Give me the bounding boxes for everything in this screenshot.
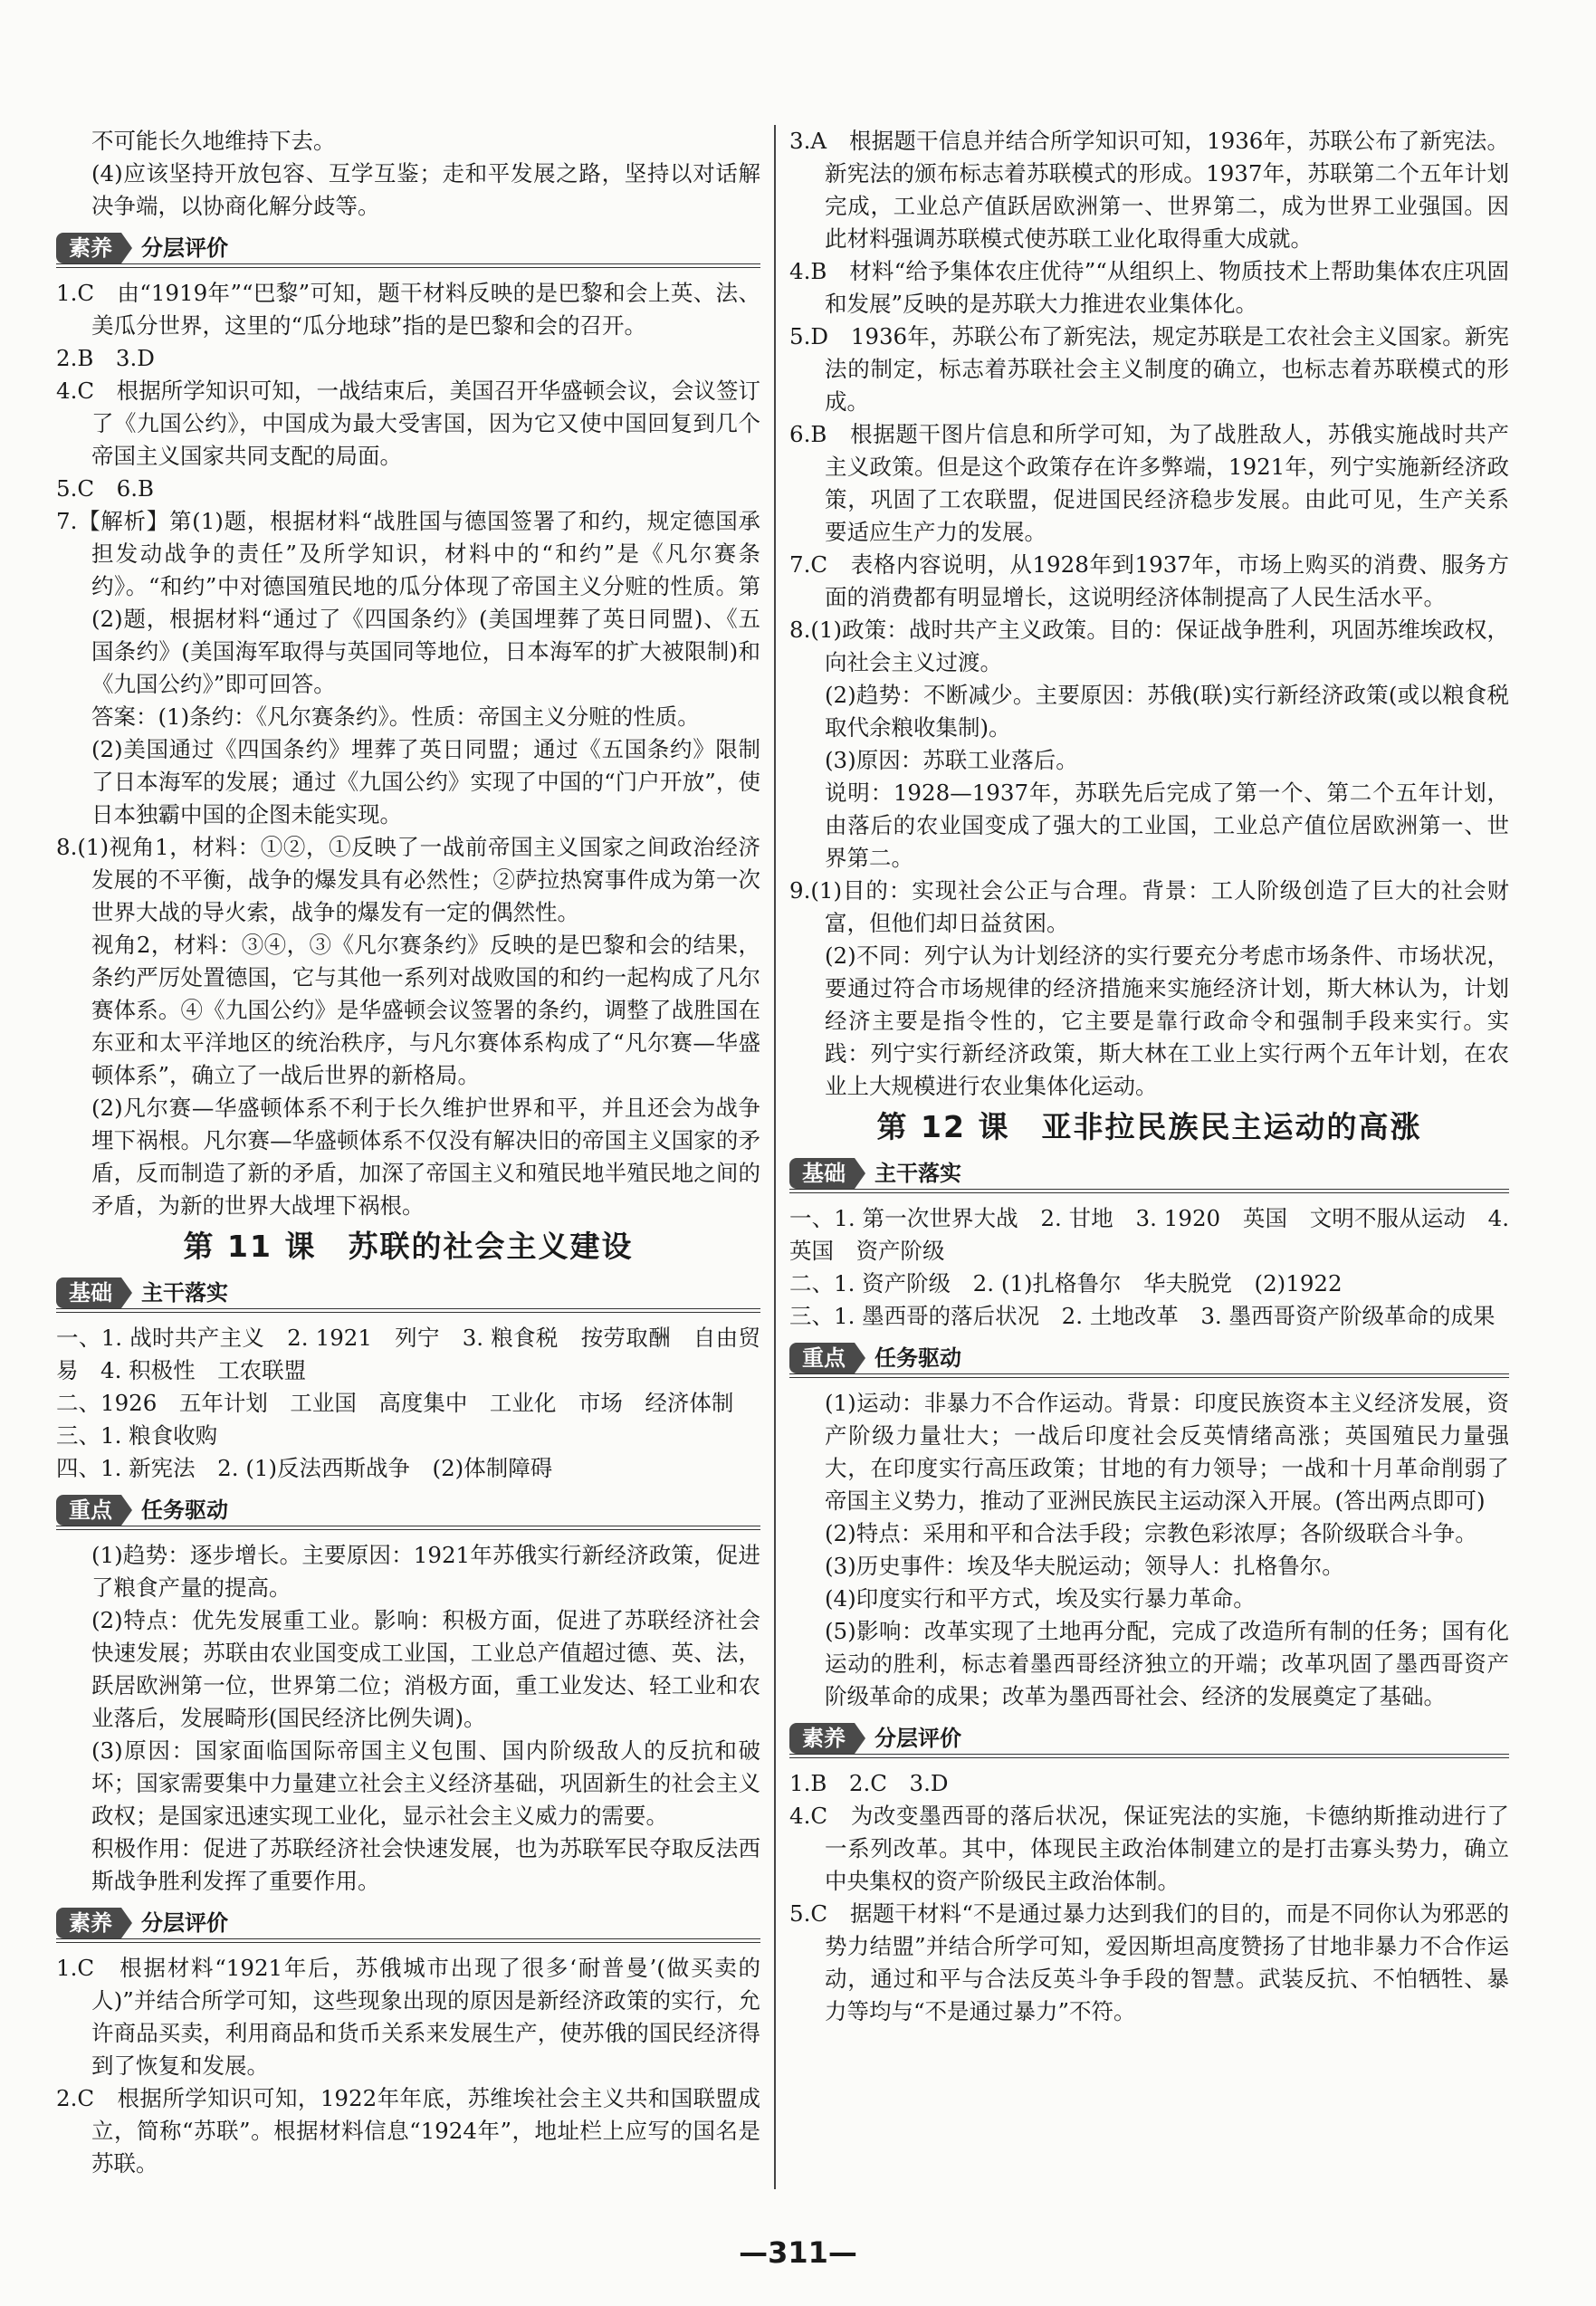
section-label: 分层评价 xyxy=(141,1910,228,1936)
fill-line: 三、1. 墨西哥的落后状况 2. 土地改革 3. 墨西哥资产阶级革命的成果 xyxy=(789,1303,1496,1329)
section-rule xyxy=(56,263,760,268)
section-label: 主干落实 xyxy=(141,1280,228,1306)
answer-line: (1)趋势：逐步增长。主要原因：1921年苏俄实行新经济政策，促进了粮食产量的提高。 xyxy=(91,1542,760,1601)
left-column xyxy=(56,125,760,2180)
answer-item: 7.【解析】第(1)题，根据材料“战胜国与德国签署了和约，规定德国承担发动战争的责任”及所学知识，材料中的“和约”是《凡尔赛条约》。“和约”中对德国殖民地的瓜分体现了帝国主义分赃的性质。第(2)题，根据材料“通过了《四国条约》(美国埋葬了英日同盟)、《五国条约》(美国海军取得与英国同等地位，日本海军的扩大被限制)和《九国公约》”即可回答。 xyxy=(56,508,760,697)
section-label: 主干落实 xyxy=(874,1161,961,1186)
answer-item: 9.(1)目的：实现社会公正与合理。背景：工人阶级创造了巨大的社会财富，但他们却日益贫困。 xyxy=(789,877,1509,936)
answer-item: 3.A 根据题干信息并结合所学知识可知，1936年，苏联公布了新宪法。新宪法的颁布标志着苏联模式的形成。1937年，苏联第二个五年计划完成，工业总产值跃居欧洲第一、世界第二，成为世界工业强国。因此材料强调苏联模式使苏联工业化取得重大成就。 xyxy=(789,128,1509,252)
answer-item: 8.(1)视角1，材料：①②，①反映了一战前帝国主义国家之间政治经济发展的不平衡，战争的爆发具有必然性；②萨拉热窝事件成为第一次世界大战的导火索，战争的爆发有一定的偶然性。 xyxy=(56,834,760,925)
section-label: 任务驱动 xyxy=(141,1497,228,1523)
section-header-eval xyxy=(56,228,760,268)
answer-line: (2)美国通过《四国条约》埋葬了英日同盟；通过《五国条约》限制了日本海军的发展；通过《九国公约》实现了中国的“门户开放”，使日本独霸中国的企图未能实现。 xyxy=(91,736,760,828)
section-rule xyxy=(56,1526,760,1530)
answer-line: 说明：1928—1937年，苏联先后完成了第一个、第二个五年计划，由落后的农业国变成了强大的工业国，工业总产值位居欧洲第一、世界第二。 xyxy=(825,780,1509,871)
section-header-basic xyxy=(56,1273,760,1313)
arrow-icon xyxy=(121,233,132,263)
answer-item: 7.C 表格内容说明，从1928年到1937年，市场上购买的消费、服务方面的消费都有明显增长，这说明经济体制提高了人民生活水平。 xyxy=(789,551,1509,610)
answer-line: (4)印度实行和平方式，埃及实行暴力革命。 xyxy=(825,1585,1256,1612)
section-badge: 素养 xyxy=(56,1908,121,1938)
answer-item: 2.B 3.D xyxy=(56,345,155,371)
section-rule xyxy=(56,1938,760,1943)
arrow-icon xyxy=(855,1343,865,1373)
answer-line: (3)历史事件：埃及华夫脱运动；领导人：扎格鲁尔。 xyxy=(825,1553,1344,1579)
answer-item: 5.C 6.B xyxy=(56,475,155,502)
lesson-title: 第 11 课 苏联的社会主义建设 xyxy=(183,1229,634,1264)
answer-item: 6.B 根据题干图片信息和所学可知，为了战胜敌人，苏俄实施战时共产主义政策。但是这个政策存在许多弊端，1921年，列宁实施新经济政策，巩固了工农联盟，促进国民经济稳步发展。由此可见，生产关系要适应生产力的发展。 xyxy=(789,421,1509,545)
fill-line: 四、1. 新宪法 2. (1)反法西斯战争 (2)体制障碍 xyxy=(56,1455,553,1481)
answer-line: 积极作用：促进了苏联经济社会快速发展，也为苏联军民夺取反法西斯战争胜利发挥了重要作用。 xyxy=(91,1835,760,1894)
section-badge: 基础 xyxy=(789,1158,855,1189)
answer-item: 1.C 由“1919年”“巴黎”可知，题干材料反映的是巴黎和会上英、法、美瓜分世界，这里的“瓜分地球”指的是巴黎和会的召开。 xyxy=(56,280,760,339)
answer-line: (2)不同：列宁认为计划经济的实行要充分考虑市场条件、市场状况，要通过符合市场规律的经济措施来实施经济计划，斯大林认为，计划经济主要是指令性的，它主要是靠行政命令和强制手段来实行。实践：列宁实行新经济政策，斯大林在工业上实行两个五年计划，在农业上大规模进行农业集体化运动。 xyxy=(825,942,1509,1099)
answer-item: 1.C 根据材料“1921年后，苏俄城市出现了很多‘耐普曼’(做买卖的人)”并结合所学可知，这些现象出现的原因是新经济政策的实行，允许商品买卖，利用商品和货币关系来发展生产，使苏俄的国民经济得到了恢复和发展。 xyxy=(56,1955,760,2079)
right-column xyxy=(789,125,1509,2028)
section-header-basic xyxy=(789,1153,1509,1193)
section-badge: 素养 xyxy=(789,1723,855,1754)
section-badge: 重点 xyxy=(789,1343,855,1373)
fill-line: 二、1926 五年计划 工业国 高度集中 工业化 市场 经济体制 xyxy=(56,1390,734,1416)
arrow-icon xyxy=(121,1908,132,1938)
answer-line: (5)影响：改革实现了土地再分配，完成了改造所有制的任务；国有化运动的胜利，标志着墨西哥经济独立的开端；改革巩固了墨西哥资产阶级革命的成果；改革为墨西哥社会、经济的发展奠定了基础。 xyxy=(825,1618,1509,1709)
answer-line: 答案：(1)条约：《凡尔赛条约》。性质：帝国主义分赃的性质。 xyxy=(91,703,700,730)
arrow-icon xyxy=(855,1158,865,1189)
section-header-eval xyxy=(789,1718,1509,1758)
section-rule xyxy=(56,1308,760,1313)
answer-line: (4)应该坚持开放包容、互学互鉴；走和平发展之路，坚持以对话解决争端，以协商化解分歧等。 xyxy=(91,160,760,219)
answer-item: 4.C 为改变墨西哥的落后状况，保证宪法的实施，卡德纳斯推动进行了一系列改革。其中，体现民主政治体制建立的是打击寡头势力，确立中央集权的资产阶级民主政治体制。 xyxy=(789,1803,1509,1894)
column-divider xyxy=(774,125,776,2189)
answer-line: (2)特点：采用和平和合法手段；宗教色彩浓厚；各阶级联合斗争。 xyxy=(825,1520,1477,1546)
answer-line: (3)原因：苏联工业落后。 xyxy=(825,747,1078,773)
section-header-eval xyxy=(56,1903,760,1943)
section-badge: 基础 xyxy=(56,1277,121,1308)
page-number: —311— xyxy=(739,2235,857,2270)
lesson-title: 第 12 课 亚非拉民族民主运动的高涨 xyxy=(876,1109,1422,1144)
section-label: 任务驱动 xyxy=(874,1345,961,1371)
answer-item: 2.C 根据所学知识可知，1922年年底，苏维埃社会主义共和国联盟成立，简称“苏联”。根据材料信息“1924年”，地址栏上应写的国名是苏联。 xyxy=(56,2085,760,2177)
fill-line: 三、1. 粮食收购 xyxy=(56,1422,218,1449)
answer-line: (3)原因：国家面临国际帝国主义包围、国内阶级敌人的反抗和破坏；国家需要集中力量建立社会主义经济基础，巩固新生的社会主义政权；是国家迅速实现工业化，显示社会主义威力的需要。 xyxy=(91,1737,760,1829)
section-label: 分层评价 xyxy=(141,235,228,261)
answer-item: 5.C 据题干材料“不是通过暴力达到我们的目的，而是不同你认为邪恶的势力结盟”并结合所学可知，爱因斯坦高度赞扬了甘地非暴力不合作运动，通过和平与合法反英斗争手段的智慧。武装反抗、不怕牺牲、暴力等均与“不是通过暴力”不符。 xyxy=(789,1900,1509,2024)
answer-item: 5.D 1936年，苏联公布了新宪法，规定苏联是工农社会主义国家。新宪法的制定，标志着苏联社会主义制度的确立，也标志着苏联模式的形成。 xyxy=(789,323,1509,415)
fill-line: 一、1. 第一次世界大战 2. 甘地 3. 1920 英国 文明不服从运动 4. 英国 资产阶级 xyxy=(789,1205,1509,1264)
section-header-key xyxy=(56,1490,760,1530)
section-label: 分层评价 xyxy=(874,1726,961,1751)
section-header-key xyxy=(789,1338,1509,1378)
section-rule xyxy=(789,1754,1509,1758)
answer-line: (2)凡尔赛—华盛顿体系不利于长久维护世界和平，并且还会为战争埋下祸根。凡尔赛—华盛顿体系不仅没有解决旧的帝国主义国家的矛盾，反而制造了新的矛盾，加深了帝国主义和殖民地半殖民地之间的矛盾，为新的世界大战埋下祸根。 xyxy=(91,1095,760,1219)
arrow-icon xyxy=(121,1277,132,1308)
fill-line: 一、1. 战时共产主义 2. 1921 列宁 3. 粮食税 按劳取酬 自由贸易 4. 积极性 工农联盟 xyxy=(56,1325,760,1383)
arrow-icon xyxy=(855,1723,865,1754)
fill-line: 二、1. 资产阶级 2. (1)扎格鲁尔 华夫脱党 (2)1922 xyxy=(789,1270,1343,1297)
answer-line: (2)特点：优先发展重工业。影响：积极方面，促进了苏联经济社会快速发展；苏联由农业国变成工业国，工业总产值超过德、英、法，跃居欧洲第一位，世界第二位；消极方面，重工业发达、轻工业和农业落后，发展畸形(国民经济比例失调)。 xyxy=(91,1607,760,1731)
section-badge: 重点 xyxy=(56,1495,121,1526)
answer-line: (2)趋势：不断减少。主要原因：苏俄(联)实行新经济政策(或以粮食税取代余粮收集制)。 xyxy=(825,682,1509,741)
answer-line: 视角2，材料：③④，③《凡尔赛条约》反映的是巴黎和会的结果，条约严厉处置德国，它与其他一系列对战败国的和约一起构成了凡尔赛体系。④《九国公约》是华盛顿会议签署的条约，调整了战胜国在东亚和太平洋地区的统治秩序，与凡尔赛体系构成了“凡尔赛—华盛顿体系”，确立了一战后世界的新格局。 xyxy=(91,932,760,1088)
answer-item: 8.(1)政策：战时共产主义政策。目的：保证战争胜利，巩固苏维埃政权，向社会主义过渡。 xyxy=(789,617,1509,675)
section-badge: 素养 xyxy=(56,233,121,263)
section-rule xyxy=(789,1189,1509,1193)
answer-item: 4.B 材料“给予集体农庄优待”“从组织上、物质技术上帮助集体农庄巩固和发展”反映的是苏联大力推进农业集体化。 xyxy=(789,258,1509,317)
section-rule xyxy=(789,1373,1509,1378)
answer-line: 不可能长久地维持下去。 xyxy=(91,128,336,154)
arrow-icon xyxy=(121,1495,132,1526)
answer-item: 4.C 根据所学知识可知，一战结束后，美国召开华盛顿会议，会议签订了《九国公约》，中国成为最大受害国，因为它又使中国回复到几个帝国主义国家共同支配的局面。 xyxy=(56,378,760,469)
answer-item: 1.B 2.C 3.D xyxy=(789,1770,949,1796)
answer-line: (1)运动：非暴力不合作运动。背景：印度民族资本主义经济发展，资产阶级力量壮大；一战后印度社会反英情绪高涨；英国殖民力量强大，在印度实行高压政策；甘地的有力领导；一战和十月革命削弱了帝国主义势力，推动了亚洲民族民主运动深入开展。(答出两点即可) xyxy=(825,1390,1509,1514)
